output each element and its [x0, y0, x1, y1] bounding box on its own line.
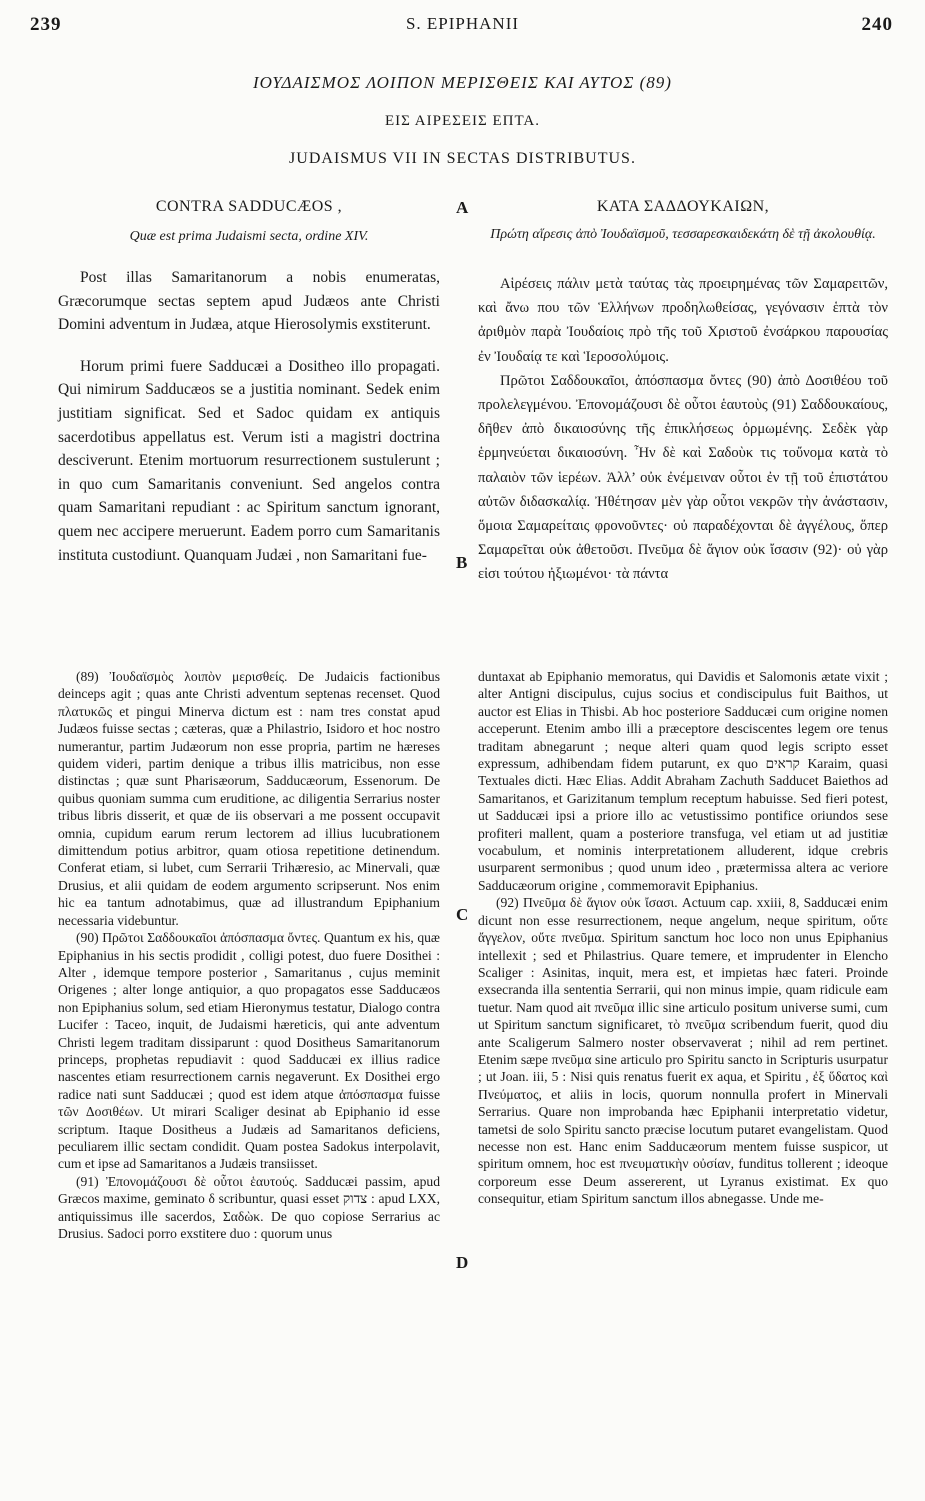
right-section-heading: ΚΑΤΑ ΣΑΔΔΟΥΚΑΙΩΝ,: [596, 198, 770, 215]
page-number-left: 239: [30, 14, 62, 35]
latin-title: JUDAISMUS VII IN SECTAS DISTRIBUTUS.: [289, 150, 636, 167]
right-main-text: [478, 272, 888, 587]
footnote-90: (90) Πρῶτοι Σαδδουκαῖοι ἀπόσπασμα ὄντες. Quantum ex his, quæ Epiphanius in his sectis prodidit , colligi potest, duo fuere Dosithei : Alter , idemque tempore posterior , Samaritanus , cujus meminit Origenes ; alter longe antiquior, a quo propagatos esse Sadducæos non Epiphanius solum, sed etiam Hieronymus testatur, Dialogo contra Lucifer : Taceo, inquit, de Judaismi hæreticis, qui ante adventum Christi legem traditam dissiparunt : quod Dositheus Samaritanorum princeps, prophetas repudiavit : quod Sadducæi ex illius radice nascentes etiam resurrectionem carnis negaverunt. Ex Dosithei ergo radice nati sunt Sadducæi ; quod est idem atque ἀπόσπασμα fuisse τῶν Δοσιθέων. Ut mirari Scaliger desinat ab Epiphanio id esse scriptum. Itaque Dositheus a Judæis ad Samaritanos deficiens, peculiarem illic sectam condidit. Quam postea Sadokus interpolavit, cum et ipse ad Samaritanos a Judæis transiisset.: [58, 930, 440, 1172]
left-footnotes: [58, 668, 440, 1242]
margin-marker-a: A: [456, 198, 469, 217]
left-paragraph-1: Post illas Samaritanorum a nobis enumeratas, Græcorumque sectas septem apud Judæos ante Christi Domini adventum in Judæa, atque Hierosolymis exstiterunt.: [58, 269, 440, 334]
footnote-91: (91) Ἐπονομάζουσι δὲ οὗτοι ἑαυτούς. Sadducæi passim, apud Græcos maxime, geminato δ scribuntur, quasi esset צדוק : apud LXX, antiquissimus ille sacerdos, Σαδὼκ. De quo copiose Serrarius ac Drusius. Sadoci porro exstitere duo : quorum unus: [58, 1173, 441, 1241]
right-paragraph-2: Πρῶτοι Σαδδουκαῖοι, ἀπόσπασμα ὄντες (90) ἀπὸ Δοσιθέου τοῦ προλελεγμένου. Ἐπονομάζουσι δὲ οὗτοι ἑαυτοὺς (91) Σαδδουκαίους, δῆθεν ἀπὸ δικαιοσύνης τῆς ἐπικλήσεως ὁρμωμένης. Σεδὲκ γὰρ ἑρμηνεύεται δικαιοσύνη. Ἦν δὲ καὶ Σαδοὺκ τις τοὔνομα κατὰ τὸ παλαιὸν τῶν ἱερέων. Ἀλλ’ οὐκ ἐνέμειναν οὗτοι ἐν τῇ τοῦ ἐπιστάτου αὐτῶν διδασκαλίᾳ. Ἠθέτησαν μὲν γὰρ οὗτοι νεκρῶν τὴν ἀνάστασιν, ὅμοια Σαμαρείταις φρονοῦντες· οὐ παραδέχονται δὲ ἀγγέλους, ὅπερ Σαμαρεῖται οὐκ ἀθετοῦσι. Πνεῦμα δὲ ἅγιον οὐκ ἴσασιν (92)· οὐ γὰρ εἰσι τούτου ἠξιωμένοι· τὰ πάντα: [478, 372, 888, 583]
greek-subtitle: ΕΙΣ ΑΙΡΕΣΕΙΣ ΕΠΤΑ.: [384, 113, 541, 129]
footnote-92: (92) Πνεῦμα δὲ ἅγιον οὐκ ἴσασι. Actuum cap. xxiii, 8, Sadducæi enim dicunt non esse resurrectionem, neque angelum, neque spiritum, οὔτε ἄγγελον, οὔτε πνεῦμα. Spiritum sanctum hoc loco non unus Epiphanius intellexit ; sed et Philastrius. Quare temere, et imprudenter in Elencho Scaliger : Asinitas, inquit, mera est, et impietas hæc fateri. Proinde exsecranda illa sententia Serrarii, qui non minus impie, quam ridicule eam tuetur. Nam quod ait πνεῦμα illic sine articulo positum universe sumi, cum ut Spiritum sanctum significaret, τὸ πνεῦμα scribendum fuerit, quod diu ante Scaligerum Salmero noster observaverat ; nihil ad rem pertinet. Etenim sæpe πνεῦμα sine articulo pro Spiritu sancto in Scripturis usurpatur ; ut Joan. iii, 5 : Nisi quis renatus fuerit ex aqua, et Spiritu , ἐξ ὕδατος καὶ Πνεύματος, et aliis in locis, quorum nonnulla profert in Minervali Serrarius. Quare non improbanda hæc Epiphanii interpretatio videtur, tametsi de solo Spiritu sancto præcise locutum putaret evangelistam. Quod necesse non est. Hanc enim Sadducæorum mentem fuisse suspicor, ut spiritum omnem, hoc est πνευματικὴν οὐσίαν, funditus tollerent ; ideoque corporeum esse Deum assererent, ut Lyranus existimat. Ex quo consequitur, etiam Spiritum sanctum illos abnegasse. Unde me-: [478, 895, 888, 1207]
margin-marker-b: B: [456, 553, 468, 572]
running-title: S. EPIPHANII: [405, 14, 520, 33]
margin-marker-c: C: [456, 905, 469, 924]
page-number-right: 240: [861, 14, 893, 35]
footnote-89: (89) Ἰουδαϊσμὸς λοιπὸν μερισθείς. De Judaicis factionibus deinceps agit ; quas ante Christi adventum septenas recenset. Quod πλατυκῶς et pingui Minerva dictum est : nam tres constat apud Judæos fuisse sectas ; cæteras, quæ a Philastrio, Isidoro et hoc nostro numerantur, partim Judæorum non esse propria, partim ne hæreses quidem videri, partim denique a tribus illis matricibus, non esse distinctas ; quæ sunt Pharisæorum, Sadducæorum, Essenorum. De quibus quoniam summa cum eruditione, ac diligentia Serrarius noster tribus libris disserit, et quæ de iis observari a me possent occupavit omnia, cupidum earum rerum lectorem ad illius lucubrationem dimittendum potius arbitror, quam otiosa repetitione detinendum. Conferat etiam, si lubet, cum Serrarii Trihæresio, ac Minervali, quæ Drusius, et alii quidam de eodem argumento scripserunt. Nos enim hic ea tantum adnotabimus, quæ ad illustrandum Epiphanium necessaria videbuntur.: [58, 669, 440, 928]
left-section-subheading: Quæ est prima Judaismi secta, ordine XIV.: [129, 229, 369, 244]
right-paragraph-1: Αἱρέσεις πάλιν μετὰ ταύτας τὰς προειρημένας τῶν Σαμαρειτῶν, καὶ ἄνω που τῶν Ἑλλήνων προδηλωθείσας, γεγόνασιν ἑπτὰ τὸν ἀριθμὸν παρὰ Ἰουδαίοις πρὸ τῆς τοῦ Χριστοῦ ἐνσάρκου παρουσίας ἐν Ἰουδαίᾳ τε καὶ Ἱεροσολύμοις.: [478, 276, 888, 365]
margin-marker-d: D: [456, 1253, 469, 1272]
left-main-text: [58, 266, 440, 567]
footnote-91-continued: duntaxat ab Epiphanio memoratus, qui Davidis et Salomonis ætate vixit ; alter Antigni discipulus, cujus socius et condiscipulus fuit Baithos, ut auctor est Elias in Thisbi. Ab hoc posteriore Sadducæi cum origine nomen acceperunt. Etenim ambo illi a præceptore desciscentes legem ore tenus traditam abnegarunt ; neque alteri quam quod legis scripto esset expressum, adhibendam fidem putarunt, ex quo קראים Karaim, quasi Textuales dicti. Hæc Elias. Addit Abraham Zachuth Sadducet Baiethos ad Samaritanos, et Garizitanum templum receptum habuisse. Sed fieri potest, ut Sadducæi ipsi a priore illo ac vetustissimo pontifice oriundos sese profiteri mallent, quam a posteriore transfuga, vel etiam ut ad justitiæ vocabulum, et nominis interpretationem alluderent, idque crebris usurparent sermonibus ; quod unum ideo , prætermissa altera ac veriore Sadducæorum origine , commemoravit Epiphanius.: [478, 669, 888, 893]
left-section-heading: CONTRA SADDUCÆOS ,: [155, 198, 343, 215]
left-paragraph-2: Horum primi fuere Sadducæi a Dositheo illo propagati. Qui nimirum Sadducæos se a justitia nominant. Sedek enim justitiam significat. Sed et Sadoc quidam ex antiquis sacerdotibus appellatus est. Verum isti a magistri doctrina desciverunt. Etenim mortuorum resurrectionem sustulerunt ; in quo cum Samaritanis conveniunt. Sed angelos contra quam Samaritani repudiant : ac Spiritum sanctum ignorant, quem nec accipere meruerunt. Eadem porro cum Samaritanis instituta custodiunt. Quanquam Judæi , non Samaritani fue-: [58, 357, 440, 564]
greek-title: ΙΟΥΔΑΙΣΜΟΣ ΛΟΙΠΟΝ ΜΕΡΙΣΘΕΙΣ ΚΑΙ ΑΥΤΟΣ (89): [253, 73, 672, 92]
right-section-subheading: Πρώτη αἵρεσις ἀπὸ Ἰουδαϊσμοῦ, τεσσαρεσκαιδεκάτη δὲ τῇ ἀκολουθίᾳ.: [490, 227, 876, 242]
right-footnotes: [478, 668, 888, 1208]
